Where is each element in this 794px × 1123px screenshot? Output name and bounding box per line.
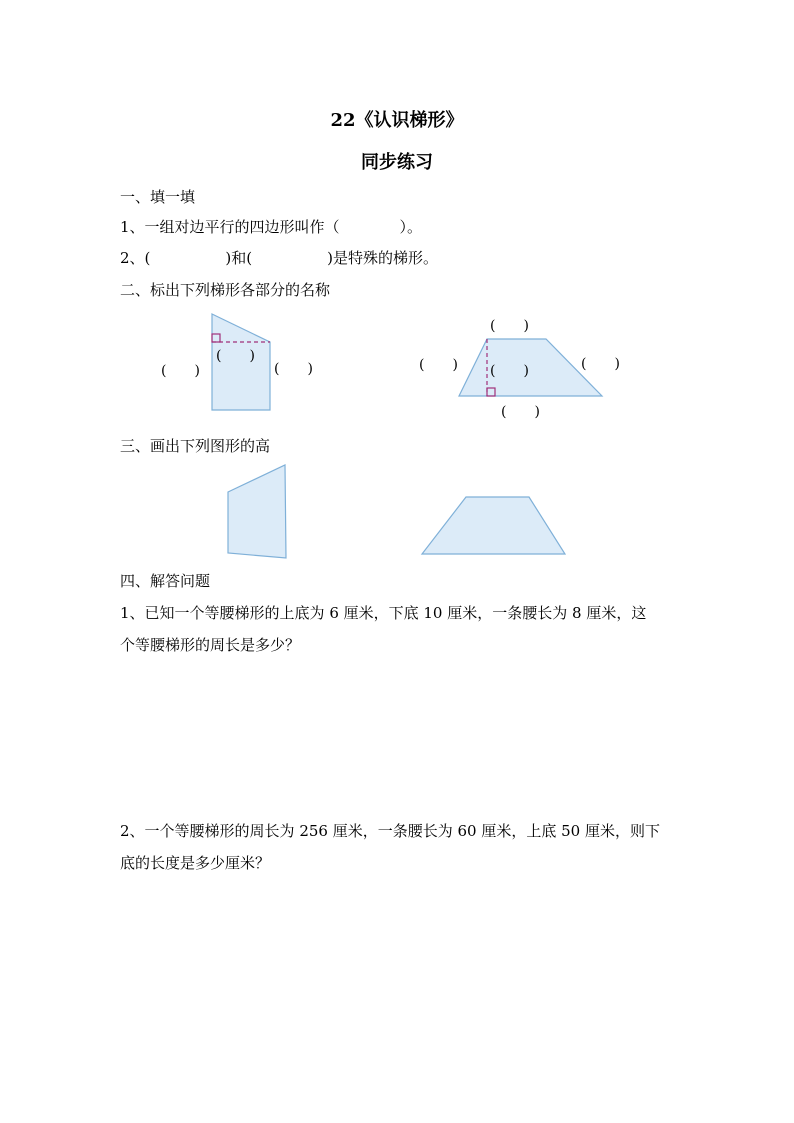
label-blank-right: ( ) [274, 361, 313, 377]
page-subtitle: 同步练习 [361, 152, 433, 173]
label-blank-height: ( ) [490, 363, 529, 379]
section4-question1-line2: 个等腰梯形的周长是多少？ [120, 636, 301, 654]
section1-question1: 1、一组对边平行的四边形叫作（ ）。 [120, 218, 423, 236]
section4-question2-line1: 2、一个等腰梯形的周长为 256 厘米，一条腰长为 60 厘米，上底 50 厘米，则下 [120, 822, 660, 840]
section1-question2: 2、( )和( )是特殊的梯形。 [120, 249, 438, 267]
section3-heading: 三、画出下列图形的高 [120, 437, 271, 455]
trapezoid-shape [422, 497, 565, 554]
label-blank-left: ( ) [161, 363, 200, 379]
label-blank-bottom: ( ) [501, 404, 540, 420]
section4-question2-line2: 底的长度是多少厘米？ [120, 854, 271, 872]
label-blank-right: ( ) [581, 356, 620, 372]
label-blank-top: ( ) [490, 318, 529, 334]
label-blank-top: ( ) [216, 348, 255, 364]
section2-heading: 二、标出下列梯形各部分的名称 [120, 281, 331, 299]
quadrilateral-shape [228, 465, 286, 558]
section4-heading: 四、解答问题 [120, 572, 211, 590]
page-title: 22《认识梯形》 [330, 110, 464, 131]
section4-question1-line1: 1、已知一个等腰梯形的上底为 6 厘米，下底 10 厘米，一条腰长为 8 厘米，这 [120, 604, 647, 622]
label-blank-left: ( ) [419, 357, 458, 373]
section1-heading: 一、填一填 [120, 188, 196, 206]
